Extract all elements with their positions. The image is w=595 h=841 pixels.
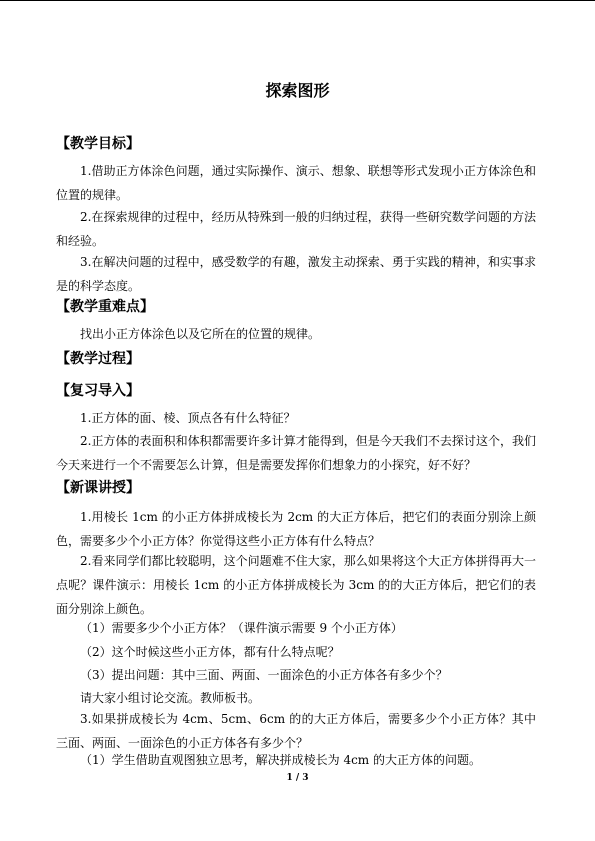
lesson-p1: 1.用棱长 1cm 的小正方体拼成棱长为 2cm 的大正方体后，把它们的表面分别涂上颜色，需要多少个小正方体？你觉得这些小正方体有什么特点？ <box>56 510 536 548</box>
page-top-rule <box>0 0 595 1</box>
heading-keypoints: 【教学重难点】 <box>56 299 154 315</box>
review-1: 1.正方体的面、棱、顶点各有什么特征？ <box>80 411 296 425</box>
heading-process: 【教学过程】 <box>56 351 140 367</box>
goal-1: 1.借助正方体涂色问题，通过实际操作、演示、想象、联想等形式发现小正方体涂色和位置的规律。 <box>56 164 536 202</box>
lesson-q2: （2）这个时候这些小正方体，都有什么特点呢？ <box>80 645 340 659</box>
heading-review: 【复习导入】 <box>56 383 140 399</box>
heading-goals: 【教学目标】 <box>56 136 140 152</box>
goal-3: 3.在解决问题的过程中，感受数学的有趣，激发主动探索、勇于实践的精神，和实事求是的科学态度。 <box>56 255 536 293</box>
heading-newlesson: 【新课讲授】 <box>56 480 140 496</box>
lesson-q1: （1）需要多少个小正方体？（课件演示需要 9 个小正方体） <box>80 621 403 635</box>
keypoints-text: 找出小正方体涂色以及它所在的位置的规律。 <box>80 327 321 341</box>
page-number: 1 / 3 <box>286 773 309 783</box>
lesson-q3: （3）提出问题：其中三面、两面、一面涂色的小正方体各有多少个？ <box>80 668 448 682</box>
page-title: 探索图形 <box>265 81 330 100</box>
lesson-note: 请大家小组讨论交流。教师板书。 <box>80 691 261 705</box>
goal-2: 2.在探索规律的过程中，经历从特殊到一般的归纳过程，获得一些研究数学问题的方法和经验。 <box>56 210 536 248</box>
lesson-p3: 3.如果拼成棱长为 4cm、5cm、6cm 的的大正方体后，需要多少个小正方体？其中三面、两面、一面涂色的小正方体各有多少个？ <box>56 712 536 750</box>
lesson-p2: 2.看来同学们都比较聪明，这个问题难不住大家，那么如果将这个大正方体拼得再大一点呢？课件演示：用棱长 1cm 的小正方体拼成棱长为 3cm 的的大正方体后，把它们的表面分别涂上颜色。 <box>56 554 536 616</box>
review-2: 2.正方体的表面积和体积都需要许多计算才能得到，但是今天我们不去探讨这个，我们今天来进行一个不需要怎么计算，但是需要发挥你们想象力的小探究，好不好？ <box>56 434 536 472</box>
lesson-p3a: （1）学生借助直观图独立思考，解决拼成棱长为 4cm 的大正方体的问题。 <box>80 753 482 767</box>
